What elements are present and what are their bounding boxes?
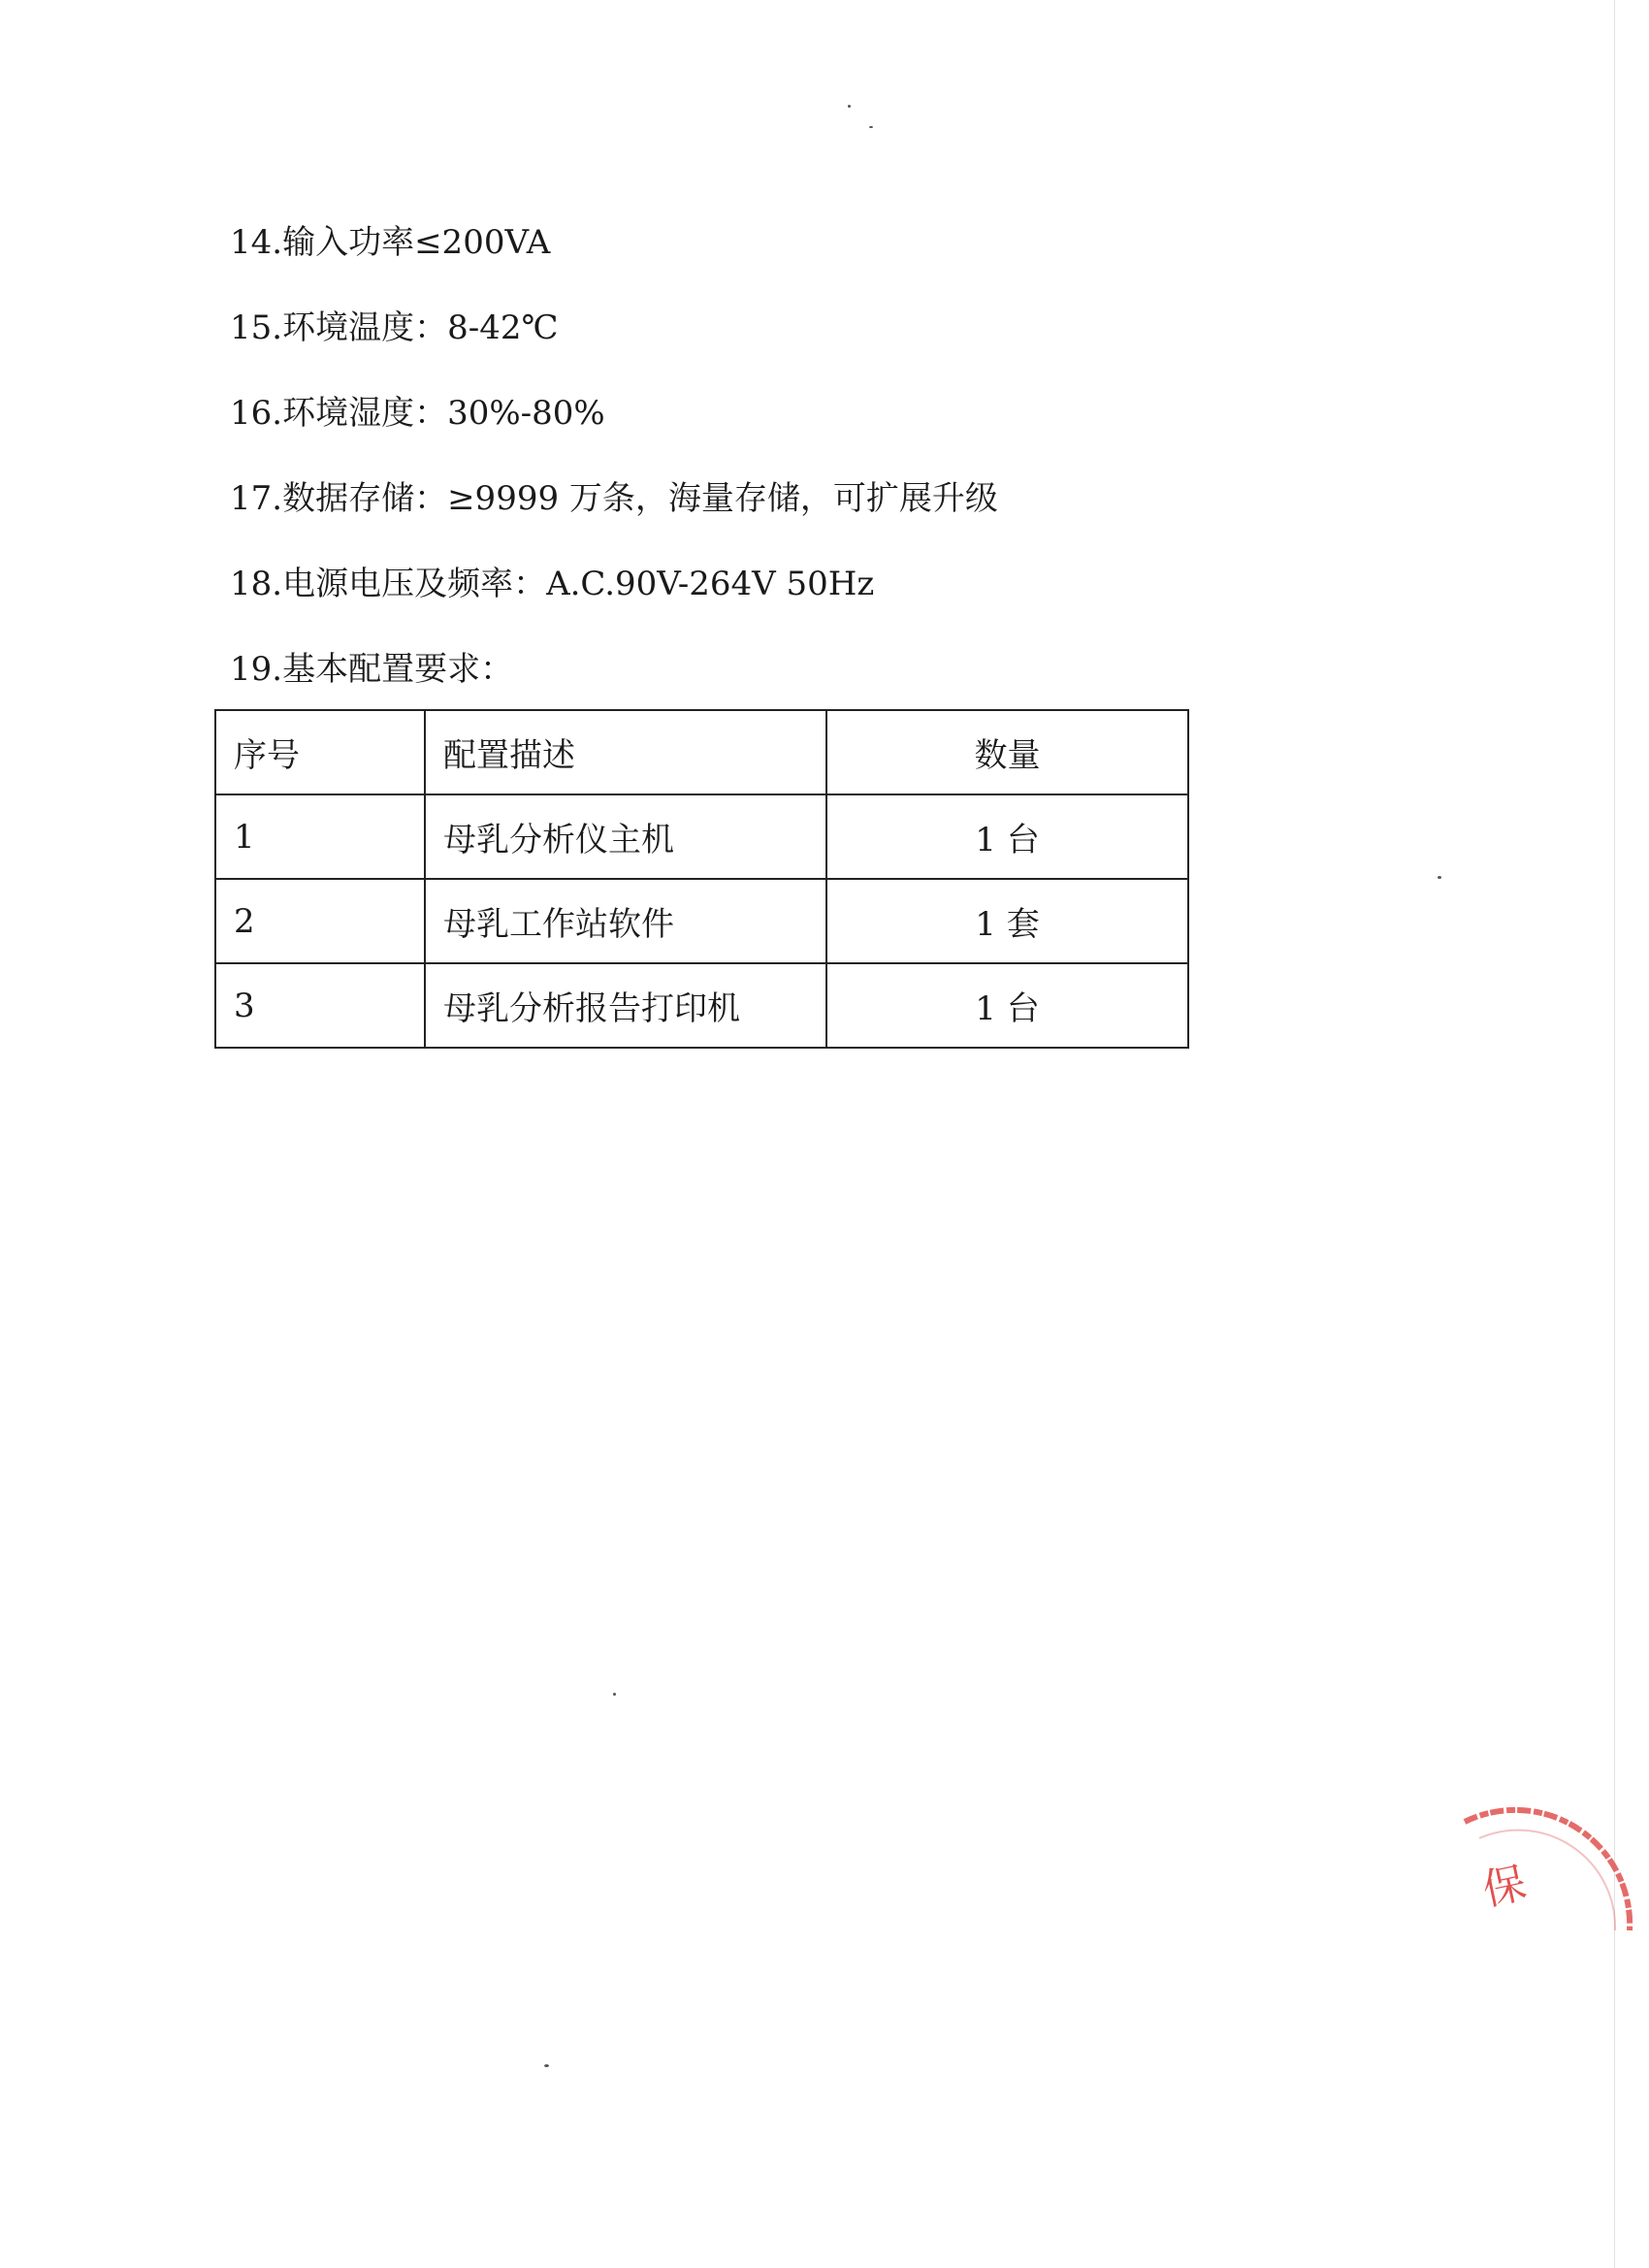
row-description: 母乳分析仪主机 xyxy=(425,794,826,879)
row-number: 3 xyxy=(215,963,425,1048)
table-row xyxy=(215,794,1188,879)
table-row xyxy=(215,879,1188,963)
header-number: 序号 xyxy=(215,710,425,794)
speck xyxy=(1438,876,1441,879)
row-number: 2 xyxy=(215,879,425,963)
row-quantity: 1 台 xyxy=(826,794,1188,879)
spec-list xyxy=(230,215,998,728)
config-table xyxy=(214,709,1189,1049)
spec-item-data-storage: 17.数据存储：≥9999 万条，海量存储，可扩展升级 xyxy=(230,479,998,518)
spec-item-power-supply: 18.电源电压及频率：A.C.90V-264V 50Hz xyxy=(230,565,875,603)
table-row xyxy=(215,963,1188,1048)
header-quantity: 数量 xyxy=(826,710,1188,794)
seal-stamp-icon xyxy=(1426,1785,1639,1998)
table-header-row xyxy=(215,710,1188,794)
spec-item-ambient-humidity: 16.环境湿度：30%-80% xyxy=(230,394,605,433)
speck xyxy=(848,105,851,108)
row-quantity: 1 套 xyxy=(826,879,1188,963)
speck xyxy=(869,126,873,128)
speck xyxy=(544,2064,549,2067)
spec-item-input-power: 14.输入功率≤200VA xyxy=(230,223,551,262)
row-description: 母乳工作站软件 xyxy=(425,879,826,963)
row-quantity: 1 台 xyxy=(826,963,1188,1048)
header-description: 配置描述 xyxy=(425,710,826,794)
row-number: 1 xyxy=(215,794,425,879)
seal-text: 保 xyxy=(1478,1858,1531,1916)
speck xyxy=(613,1693,616,1696)
row-description: 母乳分析报告打印机 xyxy=(425,963,826,1048)
spec-item-basic-config: 19.基本配置要求： xyxy=(230,650,514,689)
spec-item-ambient-temperature: 15.环境温度：8-42℃ xyxy=(230,308,559,347)
